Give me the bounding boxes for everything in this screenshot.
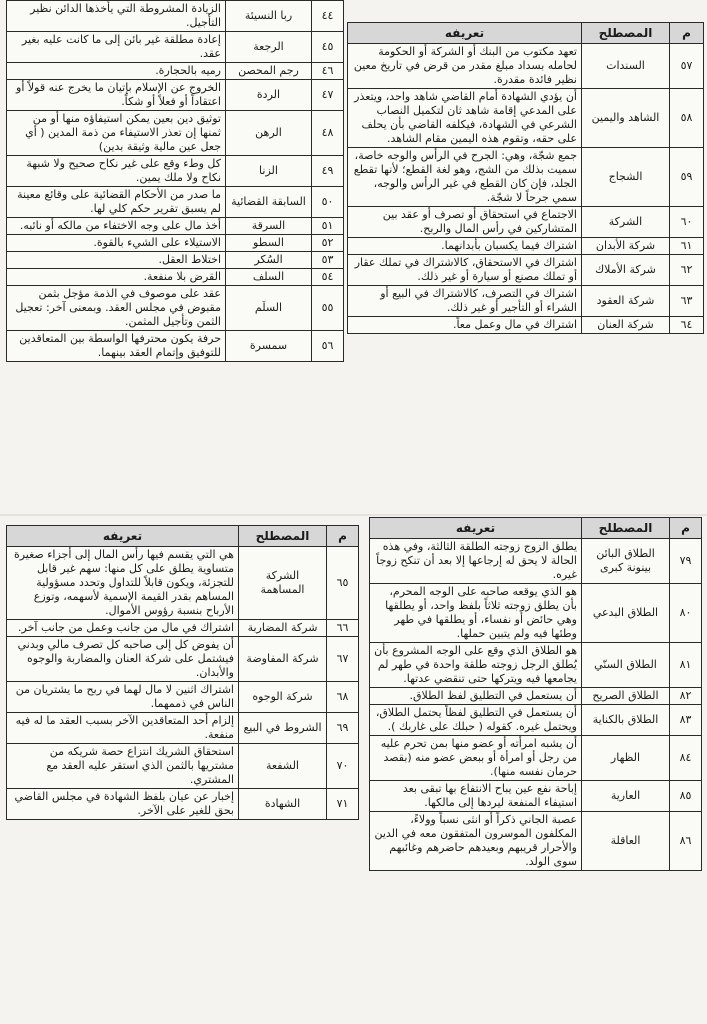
page-divider (0, 514, 707, 516)
row-definition: الاجتماع في استحقاق أو تصرف أو عقد بين المتشاركين في رأس المال والربح. (348, 207, 582, 238)
table-row (348, 238, 704, 255)
row-term: شركة المفاوضة (239, 637, 327, 682)
table-row (7, 80, 344, 111)
table-row (370, 812, 702, 871)
row-term: العاقلة (582, 812, 670, 871)
glossary-table-44-56 (6, 0, 344, 362)
row-number: ٦١ (670, 238, 704, 255)
row-definition: اشتراك في مال من جانب وعمل من جانب آخر. (7, 620, 239, 637)
row-number: ٨٤ (670, 736, 702, 781)
table-row (7, 286, 344, 331)
row-definition: هو الطلاق الذي وقع على الوجه المشروع بأن يُطلق الرجل زوجته طلقة واحدة في طهر لم يجامعها فيه ويتركها حتى تنقضي عدتها. (370, 643, 582, 688)
row-number: ٦٦ (327, 620, 359, 637)
row-term: الرجعة (226, 32, 312, 63)
row-number: ٤٨ (312, 111, 344, 156)
row-number: ٦٢ (670, 255, 704, 286)
row-definition: اشتراك في الاستحقاق، كالاشتراك في تملك عقار أو تملك مصنع أو سيارة أو غير ذلك. (348, 255, 582, 286)
row-number: ٥٥ (312, 286, 344, 331)
row-definition: ما صدر من الأحكام القضائية على وقائع معينة لم يسبق تقرير حكم كلي لها. (7, 187, 226, 218)
row-term: السابقة القضائية (226, 187, 312, 218)
table-row (370, 736, 702, 781)
header-term: المصطلح (239, 526, 327, 547)
row-definition: أن يفوض كل إلى صاحبه كل تصرف مالي وبدني فيشتمل على شركة العنان والمضاربة والوجوه والأبدان. (7, 637, 239, 682)
row-term: الشهادة (239, 789, 327, 820)
table-header-row (370, 518, 702, 539)
table-row (370, 584, 702, 643)
table-row (348, 255, 704, 286)
row-definition: الخروج عن الإسلام بإتيان ما يخرج عنه قولاً أو اعتقاداً أو فعلاً أو شكاً. (7, 80, 226, 111)
row-term: الشركة المساهمة (239, 547, 327, 620)
row-number: ٧١ (327, 789, 359, 820)
row-number: ٦٥ (327, 547, 359, 620)
glossary-table-65-71 (6, 525, 359, 820)
table-row (7, 218, 344, 235)
row-definition: إخبار عن عيان بلفظ الشهادة في مجلس القاضي بحق للغير على الآخر. (7, 789, 239, 820)
row-number: ٤٤ (312, 1, 344, 32)
row-term: السلف (226, 269, 312, 286)
row-number: ٨٥ (670, 781, 702, 812)
row-number: ٦٩ (327, 713, 359, 744)
row-number: ٨٣ (670, 705, 702, 736)
table-row (7, 1, 344, 32)
row-term: السطو (226, 235, 312, 252)
row-term: السُكر (226, 252, 312, 269)
table-row (7, 789, 359, 820)
table-row (370, 781, 702, 812)
header-def: تعريفه (370, 518, 582, 539)
row-number: ٤٥ (312, 32, 344, 63)
row-number: ٤٦ (312, 63, 344, 80)
row-term: الطلاق بالكناية (582, 705, 670, 736)
row-definition: اختلاط العقل. (7, 252, 226, 269)
row-definition: اشتراك في مال وعمل معاً. (348, 317, 582, 334)
row-definition: هو الذي يوقعه صاحبه على الوجه المحرم، بأن يطلق زوجته ثلاثاً بلفظ واحد، أو يطلقها وهي حائض أو نفساء، أو يطلقها في طهر وطئها فيه ولم يتبين حملها. (370, 584, 582, 643)
row-term: العارية (582, 781, 670, 812)
row-definition: يطلق الزوج زوجته الطلقة الثالثة، وفي هذه الحالة لا يحق له إرجاعها إلا بعد أن تنكح زوجاً غيره. (370, 539, 582, 584)
row-number: ٧٠ (327, 744, 359, 789)
table-row (348, 207, 704, 238)
row-definition: أن يستعمل في التطليق لفظ الطلاق. (370, 688, 582, 705)
row-term: الطلاق البائن بينونة كبرى (582, 539, 670, 584)
row-term: الظهار (582, 736, 670, 781)
table-row (348, 317, 704, 334)
row-number: ٥٦ (312, 331, 344, 362)
table-row (348, 148, 704, 207)
table-row (7, 111, 344, 156)
row-term: الشجاج (582, 148, 670, 207)
row-number: ٥١ (312, 218, 344, 235)
row-number: ٥٣ (312, 252, 344, 269)
row-number: ٦٧ (327, 637, 359, 682)
row-term: الطلاق الصريح (582, 688, 670, 705)
row-term: رجم المحصن (226, 63, 312, 80)
row-definition: الاستيلاء على الشيء بالقوة. (7, 235, 226, 252)
table-row (7, 32, 344, 63)
row-definition: جمع شجّة، وهي: الجرح في الرأس والوجه خاصة، سميت بذلك من الشج، وهو لغة القطع؛ لأنها تقطع الجلد، فإن كان القطع في غير الرأس والوجه، سمي جرحاً لا شجّة. (348, 148, 582, 207)
header-def: تعريفه (7, 526, 239, 547)
row-definition: اشتراك في التصرف، كالاشتراك في البيع أو الشراء أو التأجير أو غير ذلك. (348, 286, 582, 317)
row-number: ٦٣ (670, 286, 704, 317)
row-number: ٥٢ (312, 235, 344, 252)
table-row (7, 547, 359, 620)
row-term: شركة الوجوه (239, 682, 327, 713)
row-term: شركة الأبدان (582, 238, 670, 255)
row-number: ٦٤ (670, 317, 704, 334)
table-row (7, 187, 344, 218)
table-row (7, 331, 344, 362)
row-number: ٨٠ (670, 584, 702, 643)
table-row (7, 269, 344, 286)
table-row (7, 156, 344, 187)
row-term: السلَم (226, 286, 312, 331)
row-number: ٥٨ (670, 89, 704, 148)
glossary-table-57-64 (347, 22, 704, 334)
header-num: م (327, 526, 359, 547)
row-definition: تعهد مكتوب من البنك أو الشركة أو الحكومة لحامله بسداد مبلغ مقدر من قرض في تاريخ معين نظير فائدة مقدرة. (348, 44, 582, 89)
row-number: ٦٠ (670, 207, 704, 238)
table-row (7, 682, 359, 713)
header-term: المصطلح (582, 23, 670, 44)
row-definition: إلزام أحد المتعاقدين الآخر بسبب العقد ما له فيه منفعة. (7, 713, 239, 744)
table-row (348, 286, 704, 317)
table-row (7, 620, 359, 637)
row-number: ٦٨ (327, 682, 359, 713)
row-number: ٧٩ (670, 539, 702, 584)
header-term: المصطلح (582, 518, 670, 539)
row-term: الطلاق البدعي (582, 584, 670, 643)
table-row (370, 643, 702, 688)
row-term: الشفعة (239, 744, 327, 789)
row-term: شركة الأملاك (582, 255, 670, 286)
table-header-row (7, 526, 359, 547)
row-term: الردة (226, 80, 312, 111)
row-number: ٥٠ (312, 187, 344, 218)
row-term: السندات (582, 44, 670, 89)
row-definition: اشتراك اثنين لا مال لهما في ربح ما يشتريان من الناس في ذممهما. (7, 682, 239, 713)
row-definition: كل وطء وقع على غير نكاح صحيح ولا شبهة نكاح ولا ملك يمين. (7, 156, 226, 187)
table-row (348, 44, 704, 89)
row-term: ربا النسيئة (226, 1, 312, 32)
row-term: الطلاق السنّي (582, 643, 670, 688)
row-definition: رميه بالحجارة. (7, 63, 226, 80)
row-number: ٨٢ (670, 688, 702, 705)
row-definition: إعادة مطلقة غير بائن إلى ما كانت عليه بغير عقد. (7, 32, 226, 63)
row-definition: اشتراك فيما يكسبان بأبدانهما. (348, 238, 582, 255)
table-row (370, 705, 702, 736)
table-header-row (348, 23, 704, 44)
row-definition: أخذ مال على وجه الاختفاء من مالكه أو نائبه. (7, 218, 226, 235)
row-number: ٤٧ (312, 80, 344, 111)
row-term: الرهن (226, 111, 312, 156)
header-num: م (670, 23, 704, 44)
table-row (7, 637, 359, 682)
row-number: ٥٧ (670, 44, 704, 89)
glossary-table-79-86 (369, 517, 702, 871)
row-definition: الزيادة المشروطة التي يأخذها الدائن نظير التأجيل. (7, 1, 226, 32)
row-number: ٨١ (670, 643, 702, 688)
row-definition: حرفة يكون محترفها الواسطة بين المتعاقدين للتوفيق وإتمام العقد بينهما. (7, 331, 226, 362)
row-definition: عقد على موصوف في الذمة مؤجل بثمن مقبوض في مجلس العقد. وبمعنى آخر: تعجيل الثمن وتأجيل المثمن. (7, 286, 226, 331)
row-term: شركة العقود (582, 286, 670, 317)
row-definition: عصبة الجاني ذكراً أو انثى نسباً وولاءً، المكلفون الموسرون المتفقون معه في الدين والأحرار قريبهم وبعيدهم حاضرهم وغائبهم سوى الولد. (370, 812, 582, 871)
row-definition: أن يشبه امرأته أو عضو منها بمن تحرم عليه من رجل أو امرأة أو ببعض عضو منه (بقصد حرمان نفسه منها). (370, 736, 582, 781)
row-number: ٨٦ (670, 812, 702, 871)
table-row (7, 63, 344, 80)
row-term: سمسرة (226, 331, 312, 362)
row-definition: استحقاق الشريك انتزاع حصة شريكه من مشتريها بالثمن الذي استقر عليه العقد مع المشتري. (7, 744, 239, 789)
row-definition: إباحة نفع عين يباح الانتفاع بها تبقى بعد استيفاء المنفعة ليردها إلى مالكها. (370, 781, 582, 812)
table-row (348, 89, 704, 148)
row-term: الشاهد واليمين (582, 89, 670, 148)
row-term: الزنا (226, 156, 312, 187)
row-number: ٥٤ (312, 269, 344, 286)
header-num: م (670, 518, 702, 539)
row-number: ٥٩ (670, 148, 704, 207)
row-definition: أن يستعمل في التطليق لفظاً يحتمل الطلاق، ويحتمل غيره. كقوله ( حبلك على غاربك ). (370, 705, 582, 736)
table-row (7, 235, 344, 252)
row-definition: أن يؤدي الشهادة أمام القاضي شاهد واحد، ويتعذر على المدعي إقامة شاهد ثان لتكميل النصاب الشرعي في الشهادة، فيكلفه القاضي بأن يحلف على حقه، وتقوم هذه اليمين مقام الشاهد. (348, 89, 582, 148)
row-number: ٤٩ (312, 156, 344, 187)
table-row (370, 539, 702, 584)
table-row (7, 713, 359, 744)
table-row (370, 688, 702, 705)
row-term: شركة العنان (582, 317, 670, 334)
table-row (7, 744, 359, 789)
row-definition: هي التي يقسم فيها رأس المال إلى أجزاء صغيرة متساوية يطلق على كل منها: سهم غير قابل للتجزئة، ويكون قابلاً للتداول وتحدد مسؤولية المساهم بقدر القيمة الإسمية لأسهمه، وتوزع الأرباح بنسبة رؤوس الأموال. (7, 547, 239, 620)
row-term: شركة المضاربة (239, 620, 327, 637)
row-term: السرقة (226, 218, 312, 235)
header-def: تعريفه (348, 23, 582, 44)
table-row (7, 252, 344, 269)
row-definition: القرض بلا منفعة. (7, 269, 226, 286)
row-term: الشركة (582, 207, 670, 238)
row-definition: توثيق دين بعين يمكن استيفاؤه منها أو من ثمنها إن تعذر الاستيفاء من ذمة المدين ( أي جعل عين مالية وثيقة بدين) (7, 111, 226, 156)
row-term: الشروط في البيع (239, 713, 327, 744)
